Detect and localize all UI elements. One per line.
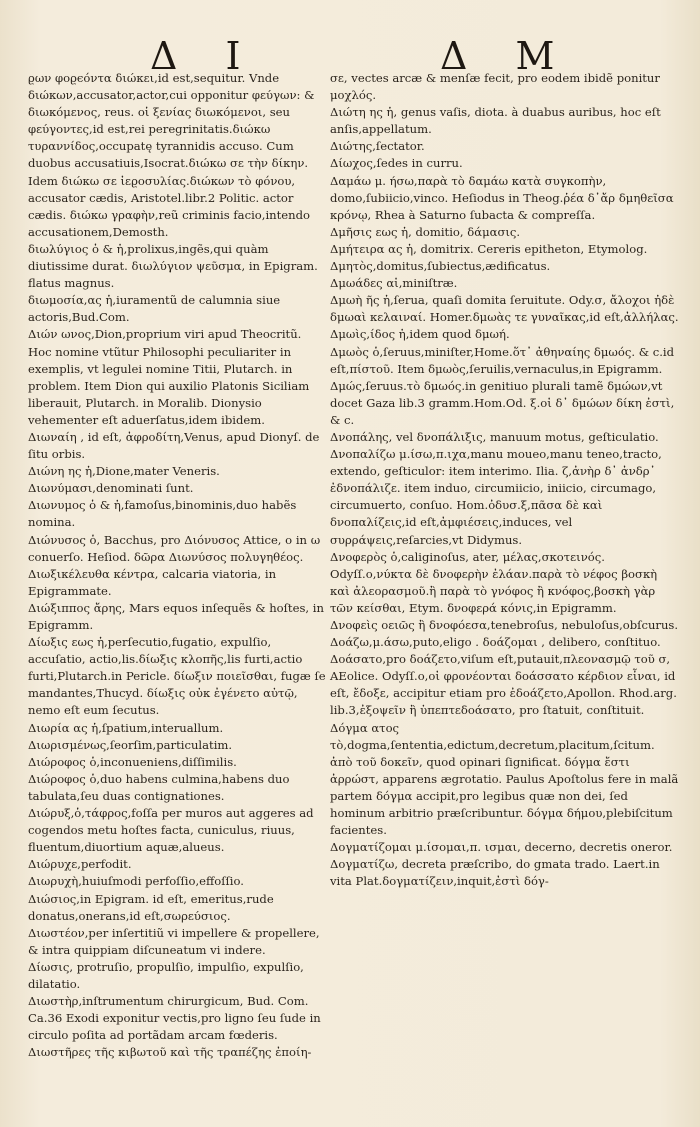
dictionary-entry: Διωναίη , id eſt, ἀφροδίτη,Venus, apud Dionyſ. de ſitu orbis.: [28, 429, 320, 462]
dictionary-entry: Διώνη ης ἡ,Dione,mater Veneris.: [28, 464, 220, 479]
right-column: [330, 70, 680, 891]
dictionary-entry: Δαμάω μ. ήσω,παρὰ τὸ δαμάω κατὰ συγκοπὴν, domo,ſubiicio,vinco. Heſiodus in Theog.ῥέα δ᾽ἄρ δμηθεῖσα κρόνῳ, Rhea à Saturno ſubacta & compreſſa.: [330, 173, 674, 222]
dictionary-entry: Διώροφος ὁ,inconueniens,diſſimilis.: [28, 754, 237, 769]
dictionary-entry: Δμῆσις εως ἡ, domitio, δάμασις.: [330, 224, 521, 239]
dictionary-entry: Διώρυχε,perfodit.: [28, 857, 132, 872]
dictionary-entry: Δίωσις, protruſio, propulſio, impulſio, expulſio, dilatatio.: [28, 959, 304, 991]
dictionary-entry: Δίωξις εως ἡ,perſecutio,fugatio, expulſio, accuſatio, actio,lis.δίωξις κλοπῆς,lis furti,actio furti,Plutarch.in Pericle. δίωξιν ποιεῖσθαι, fugæ ſe mandantes,Thucyd. δίωξις οὐκ ἐγένετο αὐτῷ, nemo eſt eum ſecutus.: [28, 635, 326, 718]
dictionary-entry: Διών ωνος,Dion,proprium viri apud Theocritũ. Hoc nomine vtũtur Philosophi peculiariter in exemplis, vt legulei nomine Titii, Plutarch. in problem. Item Dion qui auxilio Platonis Siciliam liberauit, Plutarch. in Moralib. Dionysio vehementer eſt aduerſatus,idem ibidem.: [28, 327, 310, 427]
dictionary-entry: Δοάζω,μ.άσω,puto,eligo . δοάζομαι , delibero, conſtituo.: [330, 635, 661, 650]
dictionary-entry: Δνοφεὶς οειῶς ἢ δνοφόεσα,tenebroſus, nebuloſus,obſcurus.: [330, 618, 679, 632]
dictionary-entry: Δίωχος,ſedes in curru.: [330, 156, 463, 171]
dictionary-entry: Διωνύμασι,denominati ſunt.: [28, 481, 194, 496]
dictionary-entry: Δμωὸς ὁ,ſeruus,miniſter,Home.ὅτ᾽ ἀθηναίης δμωός. & c.id eſt,πίστοῦ. Item δμωὸς,ſeruilis,vernaculus,in Epigramm.: [330, 344, 675, 376]
dictionary-entry: Δογματίζω, decreta præſcribo, do gmata trado. Laert.in vita Plat.δογματίζειν,inquit,ἐστὶ δόγ-: [330, 857, 660, 889]
dictionary-entry: Διώτη ης ἡ, genus vaſis, diota. à duabus auribus, hoc eſt anſis,appellatum.: [330, 105, 661, 137]
dictionary-entry: Διωρυχὴ,huiuſmodi perfoſſio,effoſſio.: [28, 874, 244, 889]
dictionary-entry: Δόγμα ατος τὸ,dogma,ſententia,edictum,decretum,placitum,ſcitum. ἀπὸ τοῦ δοκεῖν, quod opinari ſignificat. δόγμα ἔστι ἀρρώστ, apparens ægrotatio. Paulus Apoſtolus fere in malã partem δόγμα accipit,pro legibus quæ non dei, ſed hominum arbitrio præſcribuntur. δόγμα δήμου,plebiſcitum facientes.: [330, 720, 679, 838]
dictionary-entry: σε, vectes arcæ & menſæ fecit, pro eodem ibidẽ ponitur μοχλός.: [330, 71, 660, 103]
dictionary-entry: Διωρισμένως,ſeorſim,particulatim.: [28, 737, 233, 752]
dictionary-entry: διωμοσία,ας ἡ,iuramentũ de calumnia siue actoris,Bud.Com.: [28, 293, 281, 325]
dictionary-entry: Δμητὸς,domitus,ſubiectus,ædificatus.: [330, 259, 551, 274]
dictionary-entry: Διώσιος,in Epigram. id eſt, emeritus,rude donatus,onerans,id eſt,σωρεύσιος.: [28, 891, 274, 923]
dictionary-entry: Διωστὴρ,inſtrumentum chirurgicum, Bud. Com. Ca.36 Exodi exponitur vectis,pro ligno ſeu ſude in circulo poſita ad portãdam arcam fœderis. Διωστῆρες τῆς κιβωτοῦ καὶ τῆς τραπέζης ἐποίη-: [28, 994, 321, 1060]
dictionary-entry: διωλύγιος ὁ & ἡ,prolixus,ingẽs,qui quàm diutissime durat. διωλύγιον ψεῦσμα, in Epigram. flatus magnus.: [28, 241, 318, 291]
dictionary-entry: Δμήτειρα ας ἡ, domitrix. Cereris epitheton, Etymolog.: [330, 241, 648, 256]
dictionary-entry: Διωνυμος ὁ & ἡ,famoſus,binominis,duo habẽs nomina.: [28, 498, 297, 530]
dictionary-entry: Δμωὶς,ίδος ἡ,idem quod δμωή.: [330, 327, 510, 342]
dictionary-entry: Διωστέον,per inſertitiũ vi impellere & propellere, & intra quippiam diſcuneatum vi indere.: [28, 925, 320, 957]
dictionary-entry: Διώροφος ὁ,duo habens culmina,habens duo tabulata,ſeu duas contignationes.: [28, 771, 290, 803]
dictionary-entry: Διωξικέλευθα κέντρα, calcaria viatoria, in Epigrammate.: [28, 566, 277, 598]
dictionary-entry: Δμώς,ſeruus.τὸ δμωός.in genitiuo plurali tamẽ δμώων,vt docet Gaza lib.3 gramm.Hom.Od. ξ.οἱ δ᾽ δμώων δίκη ἐστὶ, & c.: [330, 378, 675, 427]
dictionary-entry: Διώτης,ſectator.: [330, 139, 425, 154]
dictionary-entry: Δνοπάλης, vel δνοπάλιξις, manuum motus, geſticulatio.: [330, 429, 659, 444]
dictionary-entry: Διωρία ας ἡ,ſpatium,interuallum.: [28, 720, 224, 735]
dictionary-entry: Δνοπαλίζω μ.ίσω,π.ιχα,manu moueo,manu teneo,tracto, extendo, geſticulor: item interimo. Ilia. ζ,ἀνὴρ δ᾽ ἀνδρ᾽ ἐδνοπάλιζε. item induo, circumiicio, iniicio, circumago, circumuerto, conſuo. Hom.ὀδυσ.ξ,πᾶσα δὲ καὶ δνοπαλίζεις,id eſt,ἀμφιέσεις,induces, vel συρράψεις,reſarcies,vt Didymus.: [330, 447, 662, 547]
left-running-head: Δ Ι: [150, 34, 259, 78]
dictionary-entry: ϱων φοϱϵόντα διώκει,id est,sequitur. Vnde διώκων,accusator,actor,cui opponitur φεύγων: & διωκόμενος, reus. οἱ ξενίας διωκόμενοι, seu φεύγοντες,id est,rei peregrinitatis.διώκω τυραννίδος,occupatę tyrannidis accuso. Cum duobus accusatiuis,Isocrat.διώκω σε τὴν δίκην. Idem διώκω σε ἱεϱοσυλίας.διώκων τὸ φόνου, accusator cædis, Aristotel.libr.2 Politic. actor cædis. διώκω γραφὴν,reũ criminis facio,intendo accusationem,Demosth.: [28, 71, 315, 239]
dictionary-entry: Διώρυξ,ὁ,τάφρος,foſſa per muros aut aggeres ad cogendos metu hoſtes facta, cuniculus, riuus, fluentum,diuortium aquæ,alueus.: [28, 806, 314, 855]
dictionary-entry: Δνοφερὸς ὁ,caliginoſus, ater, μέλας,σκοτεινός. Odyſſ.ο,νύκτα δὲ δνοφερὴν ἐλάαν.παρὰ τὸ νέφος βοσκὴ καὶ ἀλεορασμοῦ.ἢ παρὰ τὸ γνόφος ἢ κνόφος,βοσκὴ γὰρ τῶν κείσθαι, Etym. δνοφερά κόνις,in Epigramm.: [330, 549, 658, 615]
dictionary-entry: Δμωὴ ῆς ἡ,ſerua, quaſi domita ſeruitute. Ody.σ, ἄλοχοι ἠδὲ δμωαὶ κελαιναί. Homer.δμωὰς τε γυναῖκας,id eſt,ἀλλήλας.: [330, 293, 679, 325]
dictionary-entry: Δοάσατο,pro δοάζετο,viſum eſt,putauit,πλεονασμῷ τοῦ σ, AEolice. Odyſſ.ο,οἱ φρονέονται δοάσσατο κέρδιον εἶναι, id eſt, ἔδοξε, accipitur etiam pro ἐδοάζετο,Apollon. Rhod.arg. lib.3,ἐξοψεῖν ἢ ὑπεπτεδοάσατο, pro ſtatuit, conſtituit.: [330, 652, 677, 718]
dictionary-entry: Δμωάδες αἱ,miniſtræ.: [330, 276, 458, 291]
dictionary-entry: Διώνυσος ὁ, Bacchus, pro Διόνυσος Attice, o in ω conuerſo. Heſiod. δῶρα Διωνύσος πολυγηθέος.: [28, 532, 321, 564]
dictionary-entry: Δογματίζομαι μ.ίσομαι,π. ισμαι, decerno, decretis oneror.: [330, 840, 673, 855]
right-running-head: Δ Μ: [440, 34, 573, 78]
left-column: [28, 70, 328, 1061]
dictionary-entry: Διώξιππος ἄρης, Mars equos inſequẽs & hoſtes, in Epigramm.: [28, 600, 324, 632]
